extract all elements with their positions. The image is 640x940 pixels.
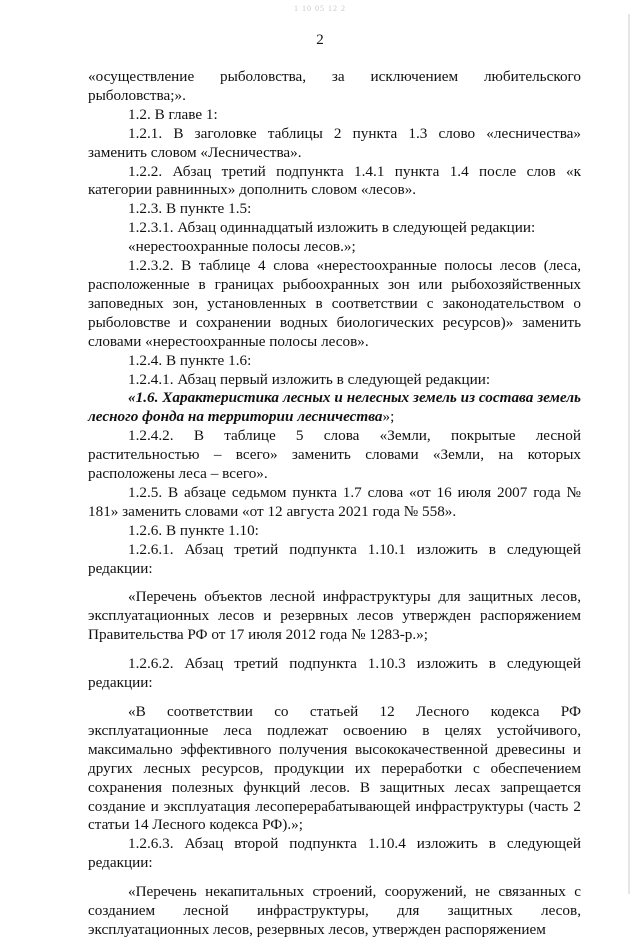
paragraph: 1.2.6. В пункте 1.10:	[128, 521, 259, 539]
section-heading: «1.6. Характеристика лесных и нелесных земель из состава земель лесного фонда на территории лесничества	[88, 389, 581, 426]
paragraph: 1.2.4.1. Абзац первый изложить в следующей редакции:	[128, 370, 491, 388]
quoted-paragraph: «Перечень некапитальных строений, сооружений, не связанных с созданием лесной инфраструктуры, для защитных лесов, эксплуатационных лесов, резервных лесов, утвержден распоряжением	[88, 883, 581, 938]
section-heading-paragraph	[88, 389, 581, 427]
quoted-paragraph: «Перечень объектов лесной инфраструктуры для защитных лесов, эксплуатационных лесов и резервных лесов утвержден распоряжением Правительства РФ от 17 июля 2012 года № 1283-р.»;	[88, 588, 581, 644]
paragraph: 1.2.2. Абзац третий подпункта 1.4.1 пункта 1.4 после слов «к категории равнинных» дополнить словом «лесов».	[88, 162, 581, 199]
paragraph: 1.2.6.1. Абзац третий подпункта 1.10.1 изложить в следующей редакции:	[88, 540, 581, 577]
paragraph: 1.2.4. В пункте 1.6:	[128, 351, 252, 369]
paragraph: «осуществление рыболовства, за исключением любительского рыболовства;».	[88, 68, 581, 104]
paragraph: 1.2.6.3. Абзац второй подпункта 1.10.4 изложить в следующей редакции:	[88, 835, 581, 872]
page-number: 2	[316, 32, 324, 48]
paragraph: 1.2.3.1. Абзац одиннадцатый изложить в следующей редакции:	[128, 219, 536, 237]
paragraph: 1.2.3.2. В таблице 4 слова «нерестоохранные полосы лесов (леса, расположенные в границах рыбоохранных зон или рыбохозяйственных заповедных зон, установленных в соответствии с законодательством о рыболовстве и сохранении водных биологических ресурсов)» заменить словами «нерестоохранные полосы лесов».	[88, 257, 581, 350]
paragraph: 1.2. В главе 1:	[128, 105, 218, 123]
paragraph: 1.2.4.2. В таблице 5 слова «Земли, покрытые лесной растительностью – всего» заменить словами «Земли, на которых расположены леса – всего».	[88, 427, 581, 483]
paragraph: 1.2.6.2. Абзац третий подпункта 1.10.3 изложить в следующей редакции:	[88, 655, 581, 692]
faint-header-mark: 1 10 05 12 2	[294, 4, 346, 13]
quoted-paragraph: «В соответствии со статьей 12 Лесного кодекса РФ эксплуатационные леса подлежат освоению в целях устойчивого, максимально эффективного получения высококачественной древесины и других лесных ресурсов, продукции их переработки с обеспечением сохранения полезных функций лесов. В защитных лесах запрещается создание и эксплуатация лесоперерабатывающей инфраструктуры (часть 2 статьи 14 Лесного кодекса РФ).»;	[88, 703, 581, 834]
paragraph: 1.2.5. В абзаце седьмом пункта 1.7 слова «от 16 июля 2007 года № 181» заменить словами «от 12 августа 2021 года № 558».	[88, 483, 581, 520]
paragraph: 1.2.1. В заголовке таблицы 2 пункта 1.3 слово «лесничества» заменить словом «Лесничества».	[88, 124, 581, 161]
document-body	[88, 68, 581, 940]
scan-edge-shadow	[628, 14, 630, 894]
paragraph: 1.2.3. В пункте 1.5:	[128, 200, 252, 218]
paragraph: «нерестоохранные полосы лесов.»;	[128, 238, 356, 256]
section-heading-tail: »;	[382, 408, 395, 426]
